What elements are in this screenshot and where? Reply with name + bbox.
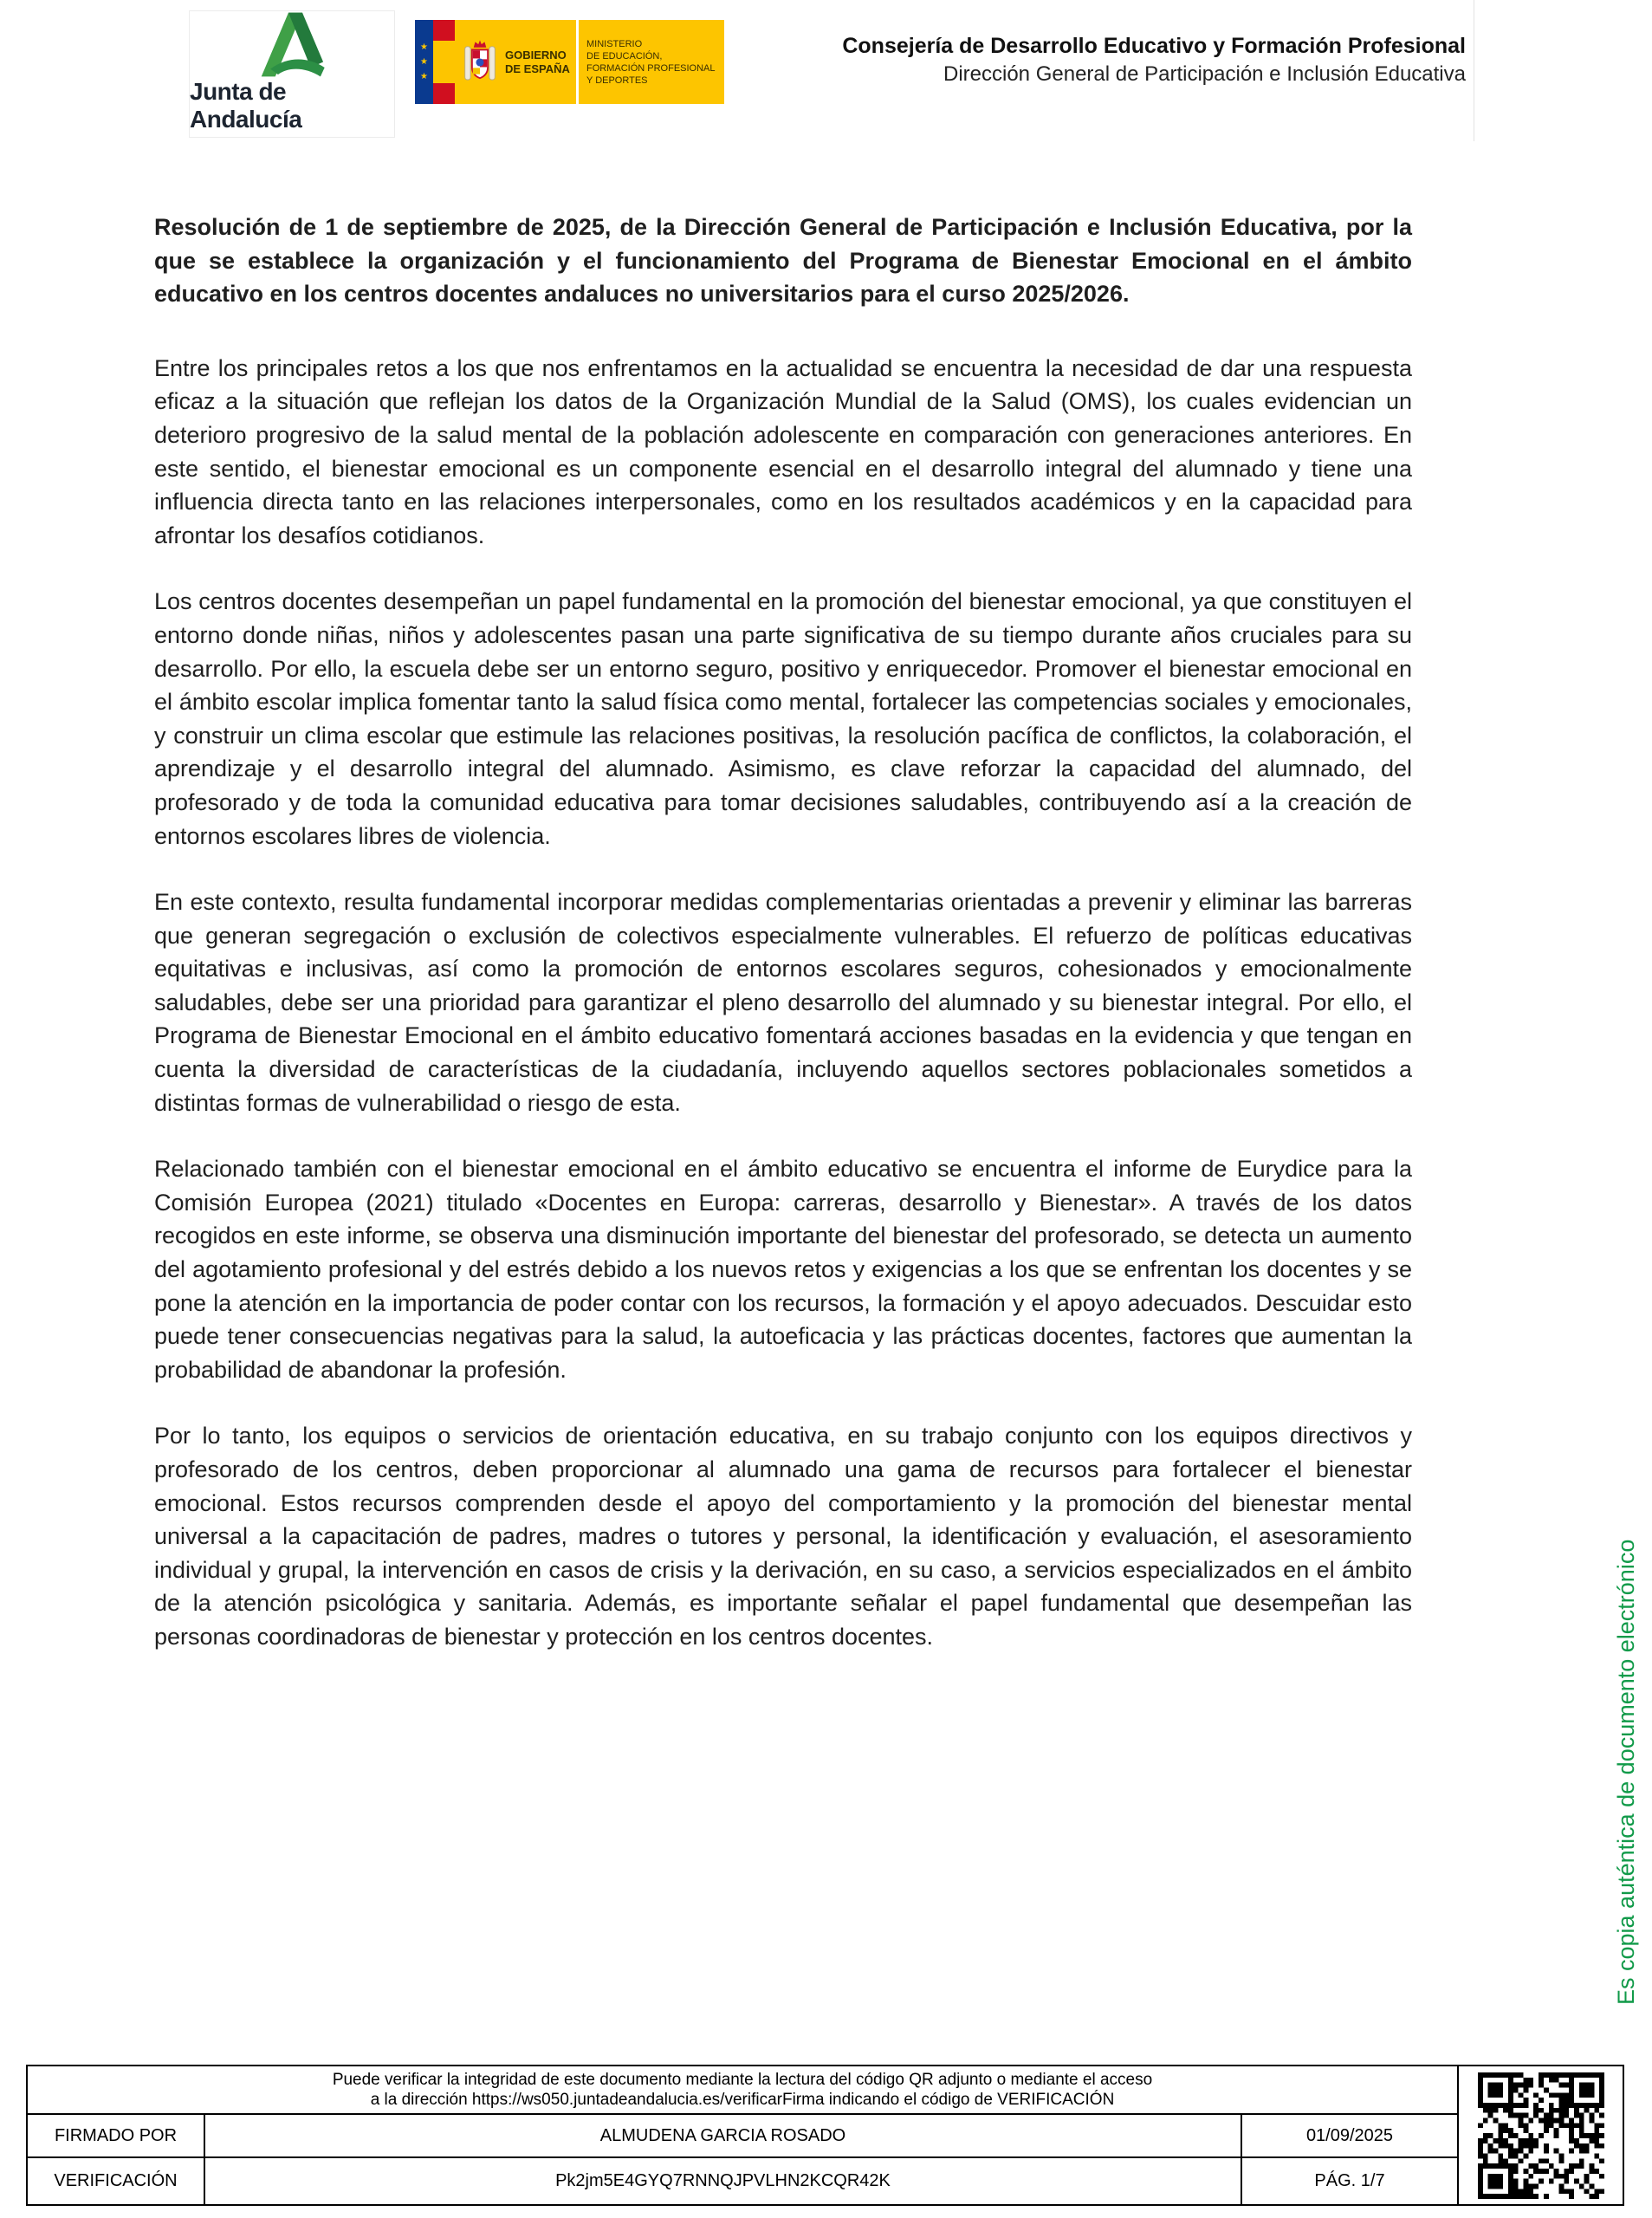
- body-paragraph: Relacionado también con el bienestar emocional en el ámbito educativo se encuentra el informe de Eurydice para la Comisión Europea (2021) titulado «Docentes en Europa: carreras, desarrollo y Bienestar». A través de los datos recogidos en este informe, se observa una disminución importante del bienestar del profesorado, se detecta un aumento del agotamiento profesional y del estrés debido a los nuevos retos y exigencias a los que se enfrentan los docentes y se pone la atención en la importancia de poder contar con los recursos, la formación y el apoyo adecuados. Descuidar esto puede tener consecuencias negativas para la salud, la autoeficacia y las prácticas docentes, factores que aumentan la probabilidad de abandonar la profesión.: [154, 1156, 1412, 1383]
- signed-date: 01/09/2025: [1241, 2113, 1457, 2156]
- gobierno-espana-logo: [415, 20, 724, 104]
- consejeria-title: Consejería de Desarrollo Educativo y Formación Profesional: [842, 34, 1466, 58]
- signed-by-label: FIRMADO POR: [28, 2113, 204, 2156]
- eu-star-icon: ★: [420, 71, 428, 81]
- spain-coat-of-arms-icon: [455, 20, 505, 104]
- gobierno-espana-text: GOBIERNO DE ESPAÑA: [505, 48, 570, 75]
- body-paragraph: Los centros docentes desempeñan un papel fundamental en la promoción del bienestar emocional, ya que constituyen el entorno donde niñas, niños y adolescentes pasan una parte significativa de su tiempo durante años cruciales para su desarrollo. Por ello, la escuela debe ser un entorno seguro, positivo y enriquecedor. Promover el bienestar emocional en el ámbito escolar implica fomentar tanto la salud física como mental, fortalecer las competencias sociales y emocionales, y construir un clima escolar que estimule las relaciones positivas, la resolución pacífica de conflictos, la colaboración, el aprendizaje y el desarrollo integral del alumnado. Asimismo, es clave reforzar la capacidad del alumnado, del profesorado y de toda la comunidad educativa para tomar decisiones saludables, contribuyendo así a la creación de entornos escolares libres de violencia.: [154, 588, 1412, 849]
- page-indicator: PÁG. 1/7: [1241, 2156, 1457, 2204]
- ministerio-text: MINISTERIO DE EDUCACIÓN, FORMACIÓN PROFESIONAL Y DEPORTES: [586, 38, 716, 86]
- junta-logo-label: Junta de Andalucía: [190, 78, 302, 133]
- junta-de-andalucia-logo: [189, 10, 395, 138]
- body-paragraph: En este contexto, resulta fundamental incorporar medidas complementarias orientadas a prevenir y eliminar las barreras que generan segregación o exclusión de colectivos especialmente vulnerables. El refuerzo de políticas educativas equitativas e inclusivas, así como la promoción de entornos escolares seguros, cohesionados y emocionalmente saludables, debe ser una prioridad para garantizar el pleno desarrollo del alumnado y su bienestar integral. Por ello, el Programa de Bienestar Emocional en el ámbito educativo fomentará acciones basadas en la evidencia y que tengan en cuenta la diversidad de características de la ciudadanía, incluyendo aquellos sectores poblacionales sometidos a distintas formas de vulnerabilidad o riesgo de esta.: [154, 889, 1412, 1116]
- verification-code: Pk2jm5E4GYQ7RNNQJPVLHN2KCQR42K: [204, 2156, 1241, 2204]
- eu-flag-stripe: [415, 20, 433, 104]
- eu-star-icon: ★: [420, 42, 428, 52]
- spain-flag-stripe: [433, 20, 455, 104]
- junta-a-icon: [247, 11, 337, 78]
- signed-by-value: ALMUDENA GARCIA ROSADO: [204, 2113, 1241, 2156]
- direccion-subtitle: Dirección General de Participación e Inclusión Educativa: [943, 62, 1466, 86]
- header-department-block: [842, 31, 1466, 88]
- resolution-title: Resolución de 1 de septiembre de 2025, de la Dirección General de Participación e Inclusión Educativa, por la que se establece la organización y el funcionamiento del Programa de Bienestar Emocional en el ámbito educativo en los centros docentes andaluces no universitarios para el curso 2025/2026.: [154, 214, 1412, 308]
- body-paragraph: Entre los principales retos a los que nos enfrentamos en la actualidad se encuentra la necesidad de dar una respuesta eficaz a la situación que reflejan los datos de la Organización Mundial de la Salud (OMS), los cuales evidencian un deterioro progresivo de la salud mental de la población adolescente en comparación con generaciones anteriores. En este sentido, el bienestar emocional es un componente esencial en el desarrollo integral del alumnado y tiene una influencia directa tanto en las relaciones interpersonales, como en los resultados académicos y en la capacidad para afrontar los desafíos cotidianos.: [154, 354, 1412, 548]
- authentic-copy-notice: Es copia auténtica de documento electrónico: [1613, 1539, 1639, 2005]
- verification-message: [28, 2066, 1457, 2113]
- verification-label: VERIFICACIÓN: [28, 2156, 204, 2204]
- qr-code: [1457, 2066, 1623, 2204]
- verification-message-line2: a la dirección https://ws050.juntadeandalucia.es/verificarFirma indicando el código de VERIFICACIÓN: [370, 2091, 1115, 2109]
- verification-table: [26, 2065, 1624, 2206]
- body-paragraph: Por lo tanto, los equipos o servicios de orientación educativa, en su trabajo conjunto con los equipos directivos y profesorado de los centros, deben proporcionar al alumnado una gama de recursos para fortalecer el bienestar emocional. Estos recursos comprenden desde el apoyo del comportamiento y la promoción del bienestar mental universal a la capacitación de padres, madres o tutores y personal, la identificación y evaluación, el asesoramiento individual y grupal, la intervención en casos de crisis y la derivación, en su caso, a servicios especializados en el ámbito de la atención psicológica y sanitaria. Además, es importante señalar el papel fundamental que desempeñan las personas coordinadoras de bienestar y protección en los centros docentes.: [154, 1423, 1412, 1650]
- verification-message-line1: Puede verificar la integridad de este documento mediante la lectura del código QR adjunto o mediante el acceso: [332, 2071, 1153, 2089]
- eu-star-icon: ★: [420, 56, 428, 67]
- document-body: [154, 211, 1412, 1687]
